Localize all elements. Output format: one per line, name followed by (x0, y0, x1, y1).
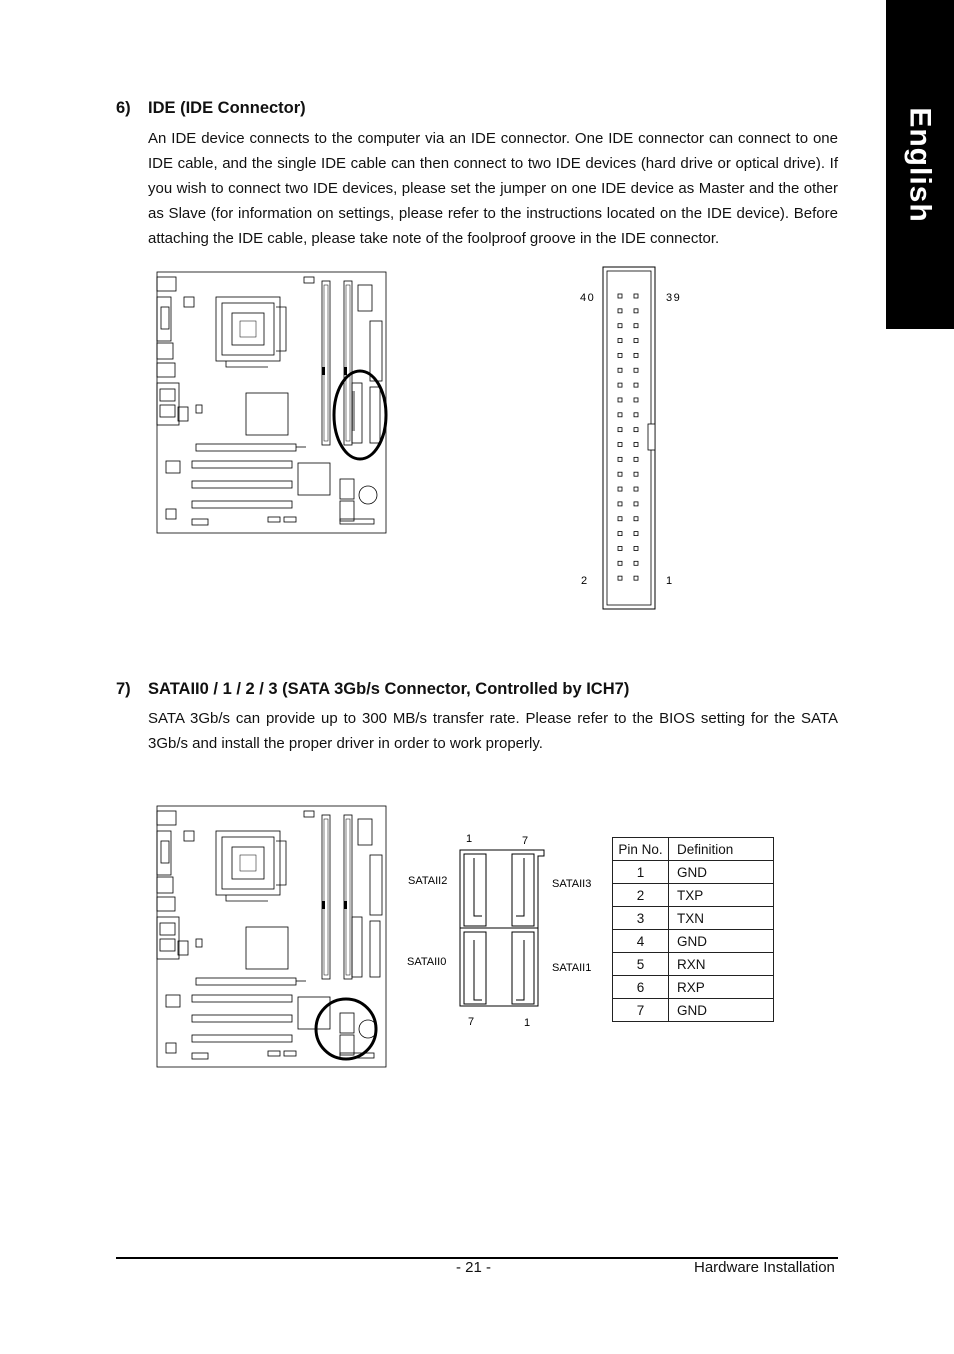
ide-pin (618, 472, 622, 476)
ide-pin (618, 561, 622, 565)
sata-top-pin-1: 1 (466, 833, 473, 845)
ide-pin (634, 413, 638, 417)
ide-pin (634, 561, 638, 565)
ide-pin (634, 487, 638, 491)
section-6-number: 6) (116, 99, 131, 117)
ide-pin (634, 457, 638, 461)
section-6-heading (116, 99, 306, 118)
ide-pin (634, 294, 638, 298)
section-6-title: IDE (IDE Connector) (148, 99, 306, 117)
ide-pin (618, 413, 622, 417)
table-row (613, 953, 774, 976)
table-row (613, 861, 774, 884)
sata-label-sataii3: SATAII3 (552, 878, 592, 890)
ide-pin (634, 309, 638, 313)
ide-pin (618, 309, 622, 313)
ide-pin (634, 443, 638, 447)
language-tab-label: English (904, 106, 937, 223)
table-cell-definition: RXP (669, 976, 774, 999)
ide-pin (618, 353, 622, 357)
language-tab (886, 0, 954, 329)
ide-pin (618, 398, 622, 402)
table-cell-pin: 2 (613, 884, 669, 907)
ide-pin (634, 517, 638, 521)
ide-pin (634, 368, 638, 372)
ide-pin (618, 368, 622, 372)
table-row (613, 907, 774, 930)
ide-pin (618, 428, 622, 432)
table-cell-definition: GND (669, 930, 774, 953)
ide-pin (618, 487, 622, 491)
sata-top-pin-7: 7 (522, 835, 529, 847)
section-6-body: An IDE device connects to the computer via an IDE connector. One IDE connector can connect to one IDE cable, and the single IDE cable can then connect to two IDE devices (hard drive or optical drive). If you wish to connect two IDE devices, please set the jumper on one IDE device as Master and the other as Slave (for information on settings, please refer to the instructions located on the IDE device). Before attaching the IDE cable, please take note of the foolproof groove in the IDE connector. (148, 130, 838, 247)
ide-pin (618, 383, 622, 387)
section-7-body: SATA 3Gb/s can provide up to 300 MB/s transfer rate. Please refer to the BIOS setting for the SATA 3Gb/s and install the proper driver in order to work properly. (148, 710, 838, 752)
ide-pin (618, 502, 622, 506)
table-cell-pin: 5 (613, 953, 669, 976)
ide-pin-label-1: 1 (666, 575, 673, 587)
table-cell-pin: 3 (613, 907, 669, 930)
sata-bottom-pin-1: 1 (524, 1017, 531, 1029)
ide-pin (618, 443, 622, 447)
motherboard-diagram-ide (156, 271, 388, 535)
table-header-pin-no: Pin No. (613, 838, 669, 861)
ide-pin (634, 532, 638, 536)
table-cell-pin: 1 (613, 861, 669, 884)
table-cell-definition: GND (669, 861, 774, 884)
table-cell-definition: TXN (669, 907, 774, 930)
table-cell-pin: 7 (613, 999, 669, 1022)
table-cell-definition: RXN (669, 953, 774, 976)
ide-pin-label-39: 39 (666, 292, 682, 304)
table-row (613, 884, 774, 907)
ide-pin (634, 428, 638, 432)
table-row (613, 930, 774, 953)
ide-pin (634, 398, 638, 402)
table-cell-definition: TXP (669, 884, 774, 907)
section-7-heading (116, 680, 629, 699)
ide-pin (618, 339, 622, 343)
sata-label-sataii1: SATAII1 (552, 962, 592, 974)
ide-pin (634, 502, 638, 506)
ide-pin (618, 457, 622, 461)
ide-pin (618, 576, 622, 580)
sata-pin-definition-table (612, 837, 774, 1022)
sata-label-sataii0: SATAII0 (407, 956, 447, 968)
ide-pin (634, 383, 638, 387)
sata-bottom-pin-7: 7 (468, 1016, 475, 1028)
section-7-number: 7) (116, 680, 131, 698)
ide-pin (634, 324, 638, 328)
section-7-title: SATAII0 / 1 / 2 / 3 (SATA 3Gb/s Connector, Controlled by ICH7) (148, 680, 630, 698)
ide-pin (618, 546, 622, 550)
footer-section-name: Hardware Installation (694, 1259, 835, 1276)
table-cell-pin: 4 (613, 930, 669, 953)
sata-connector-diagram (404, 828, 600, 1034)
sata-label-sataii2: SATAII2 (408, 875, 448, 887)
table-cell-pin: 6 (613, 976, 669, 999)
ide-pin (618, 532, 622, 536)
table-header-definition: Definition (669, 838, 774, 861)
table-row (613, 976, 774, 999)
ide-pin (618, 294, 622, 298)
ide-pin (618, 517, 622, 521)
ide-pin (634, 339, 638, 343)
ide-pin (618, 324, 622, 328)
ide-pin-label-40: 40 (580, 292, 596, 304)
motherboard-diagram-sata (156, 805, 388, 1069)
ide-connector-pinout (576, 266, 686, 612)
ide-pin (634, 546, 638, 550)
ide-pin (634, 353, 638, 357)
table-cell-definition: GND (669, 999, 774, 1022)
table-header-row (613, 838, 774, 861)
ide-pin (634, 472, 638, 476)
footer-page-number: - 21 - (456, 1259, 492, 1276)
table-row (613, 999, 774, 1022)
ide-pin (634, 576, 638, 580)
ide-pin-label-2: 2 (581, 575, 588, 587)
